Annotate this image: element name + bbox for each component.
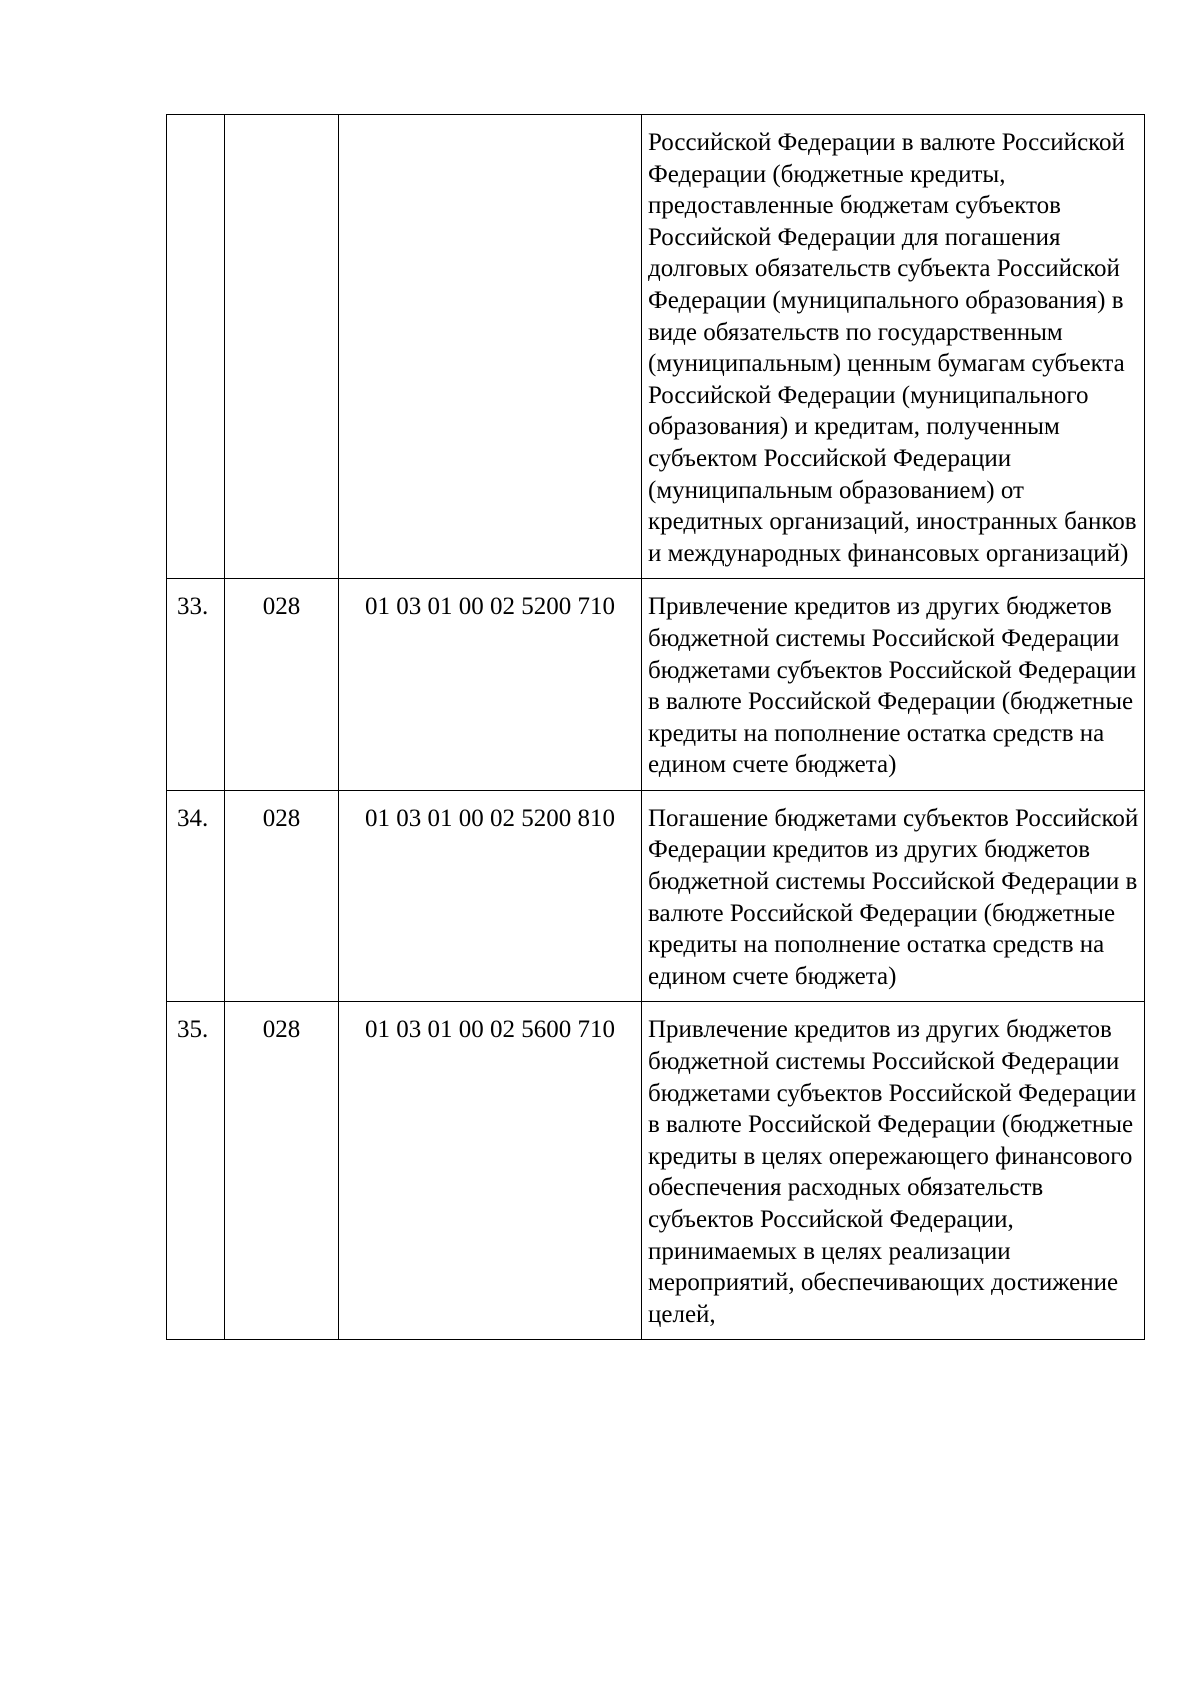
description-text: Привлечение кредитов из других бюджетов бюджетной системы Российской Федерации бюджетами субъектов Российской Федерации в валюте Российской Федерации (бюджетные кредиты на пополнение остатка средств на едином счете бюджета) [648,593,1137,779]
administrator-code-cell: 028 [225,579,339,791]
classification-code-cell [339,115,642,579]
table-row [167,115,1145,579]
description-cell [642,115,1145,579]
table-row [167,1002,1145,1340]
administrator-code-cell: 028 [225,790,339,1002]
row-number-cell: 34. [167,790,225,1002]
administrator-code-cell: 028 [225,1002,339,1340]
administrator-code-cell [225,115,339,579]
description-cell [642,790,1145,1002]
budget-codes-table [166,114,1145,1340]
classification-code-cell: 01 03 01 00 02 5200 710 [339,579,642,791]
description-text: Привлечение кредитов из других бюджетов бюджетной системы Российской Федерации бюджетами субъектов Российской Федерации в валюте Российской Федерации (бюджетные кредиты в целях опережающего финансового обеспечения расходных обязательств субъектов Российской Федерации, принимаемых в целях реализации мероприятий, обеспечивающих достижение целей, [648,1016,1137,1328]
classification-code-cell: 01 03 01 00 02 5600 710 [339,1002,642,1340]
description-text: Погашение бюджетами субъектов Российской Федерации кредитов из других бюджетов бюджетной системы Российской Федерации в валюте Российской Федерации (бюджетные кредиты на пополнение остатка средств на едином счете бюджета) [648,804,1139,990]
row-number-cell: 33. [167,579,225,791]
description-text: Российской Федерации в валюте Российской Федерации (бюджетные кредиты, предоставленные бюджетам субъектов Российской Федерации для погашения долговых обязательств субъекта Российской Федерации (муниципального образования) в виде обязательств по государственным (муниципальным) ценным бумагам субъекта Российской Федерации (муниципального образования) и кредитам, полученным субъектом Российской Федерации (муниципальным образованием) от кредитных организаций, иностранных банков и международных финансовых организаций) [648,129,1137,567]
row-number-cell [167,115,225,579]
classification-code-cell: 01 03 01 00 02 5200 810 [339,790,642,1002]
description-cell [642,1002,1145,1340]
table-row [167,579,1145,791]
table-row [167,790,1145,1002]
row-number-cell: 35. [167,1002,225,1340]
description-cell [642,579,1145,791]
